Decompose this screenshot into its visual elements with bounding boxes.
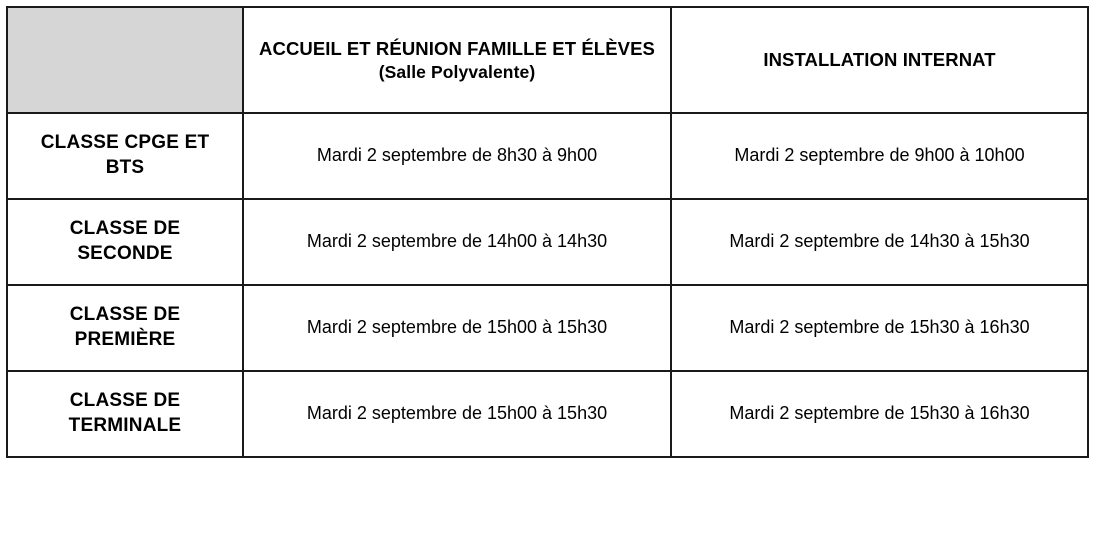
row-label-premiere (7, 285, 243, 371)
document-page (0, 6, 1117, 548)
header-row (7, 7, 1088, 113)
cell-premiere-accueil: Mardi 2 septembre de 15h00 à 15h30 (243, 285, 671, 371)
table-row (7, 285, 1088, 371)
table-row (7, 199, 1088, 285)
row-label-terminale (7, 371, 243, 457)
cell-terminale-internat: Mardi 2 septembre de 15h30 à 16h30 (671, 371, 1088, 457)
table-body (7, 113, 1088, 457)
column-header-internat (671, 7, 1088, 113)
row-label-seconde-line2: SECONDE (77, 243, 173, 264)
row-label-seconde (7, 199, 243, 285)
cell-terminale-accueil: Mardi 2 septembre de 15h00 à 15h30 (243, 371, 671, 457)
schedule-table (6, 6, 1089, 458)
column-header-accueil-line3: (Salle Polyvalente) (378, 61, 536, 82)
row-label-terminale-line1: CLASSE DE (69, 390, 181, 412)
row-label-premiere-line1: CLASSE DE (69, 304, 181, 326)
cell-cpge-bts-internat: Mardi 2 septembre de 9h00 à 10h00 (671, 113, 1088, 199)
cell-seconde-internat: Mardi 2 septembre de 14h30 à 15h30 (671, 199, 1088, 285)
row-label-cpge-bts-line1: CLASSE CPGE ET (40, 132, 210, 154)
row-label-premiere-line2: PREMIÈRE (74, 329, 176, 350)
table-corner-cell (7, 7, 243, 113)
column-header-accueil-line1: ACCUEIL ET RÉUNION FAMILLE (259, 37, 548, 59)
row-label-seconde-line1: CLASSE DE (69, 218, 181, 240)
row-label-cpge-bts-line2: BTS (105, 157, 145, 178)
cell-seconde-accueil: Mardi 2 septembre de 14h00 à 14h30 (243, 199, 671, 285)
column-header-accueil-line2: ET ÉLÈVES (552, 37, 655, 59)
column-header-internat-line1: INSTALLATION INTERNAT (763, 49, 996, 71)
row-label-terminale-line2: TERMINALE (68, 415, 182, 436)
row-label-cpge-bts (7, 113, 243, 199)
column-header-accueil (243, 7, 671, 113)
cell-premiere-internat: Mardi 2 septembre de 15h30 à 16h30 (671, 285, 1088, 371)
cell-cpge-bts-accueil: Mardi 2 septembre de 8h30 à 9h00 (243, 113, 671, 199)
table-header (7, 7, 1088, 113)
table-row (7, 371, 1088, 457)
table-row (7, 113, 1088, 199)
